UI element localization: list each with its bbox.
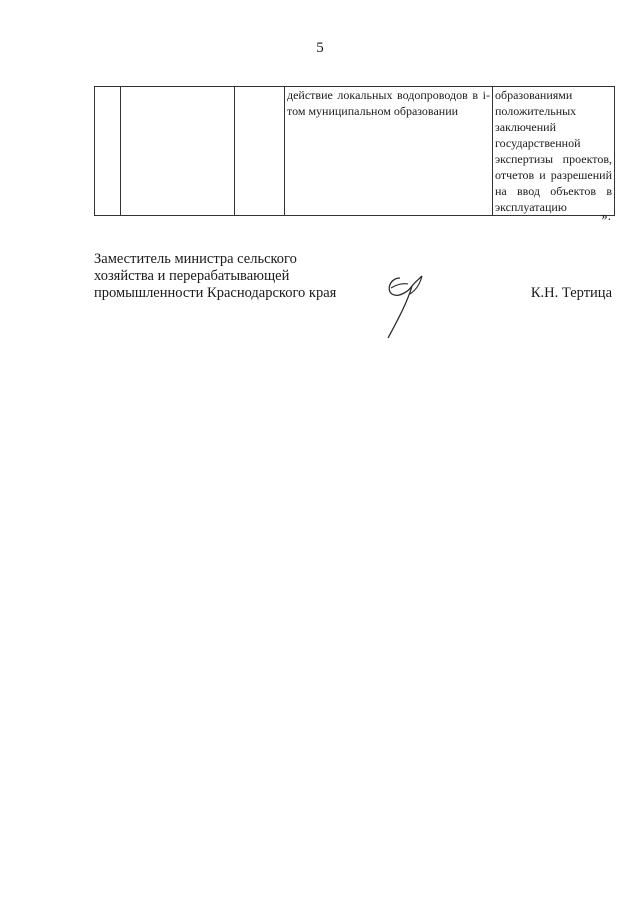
table-cell-empty xyxy=(235,87,285,216)
handwritten-signature-icon xyxy=(382,270,432,342)
closing-quote: ». xyxy=(601,208,611,223)
table-row xyxy=(95,87,615,216)
table-cell-empty xyxy=(121,87,235,216)
signatory-title-line: хозяйства и перерабатывающей xyxy=(94,268,290,284)
table-cell-empty xyxy=(95,87,121,216)
page-number: 5 xyxy=(316,40,324,56)
cell-text-indicator: действие локальных водопроводов в i-том муниципальном образовании xyxy=(287,88,490,118)
table-cell-indicator xyxy=(285,87,493,216)
signer-name: К.Н. Тертица xyxy=(530,285,612,301)
table-cell-method xyxy=(493,87,615,216)
table-fragment xyxy=(94,86,615,216)
signatory-title-line: Заместитель министра сельского xyxy=(94,251,297,267)
signatory-title xyxy=(94,251,336,302)
cell-text-method: образованиями положительных заключений государственной экспертизы проектов, отчетов и разрешений на ввод объектов в эксплуатацию xyxy=(495,88,612,214)
signatory-title-line: промышленности Краснодарского края xyxy=(94,285,337,301)
